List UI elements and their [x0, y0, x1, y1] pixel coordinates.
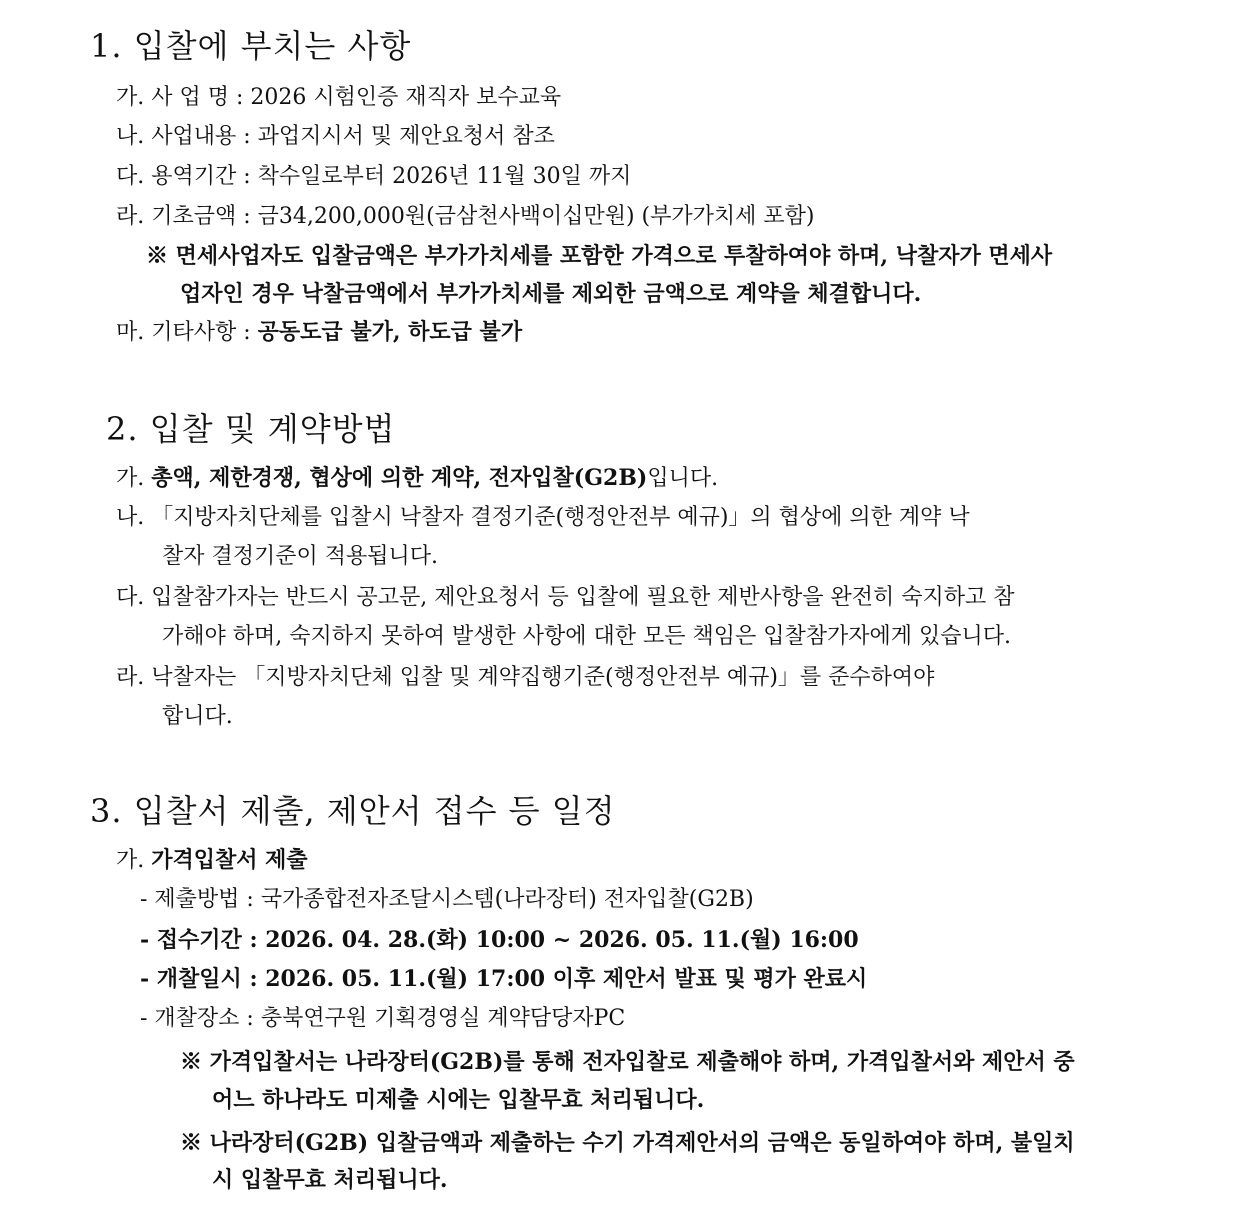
- other-value: 공동도급 불가, 하도급 불가: [257, 319, 523, 345]
- s2-item-b-line2: 찰자 결정기준이 적용됩니다.: [162, 544, 439, 569]
- s1-item-other: [116, 317, 522, 348]
- s3-note1-line2: 어느 하나라도 미제출 시에는 입찰무효 처리됩니다.: [212, 1087, 705, 1113]
- item-marker: 가.: [116, 848, 152, 873]
- s1-item-business-name: 가. 사 업 명 : 2026 시험인증 재직자 보수교육: [116, 85, 562, 110]
- s3-opening-datetime: - 개찰일시 : 2026. 05. 11.(월) 17:00 이후 제안서 발표 및 평가 완료시: [140, 966, 868, 992]
- note-text: ※ 면세사업자도 입찰금액은 부가가치세를 포함한 가격으로 투찰하여야 하며, 낙찰자가 면세사: [146, 243, 1053, 269]
- section-1-heading: 1. 입찰에 부치는 사항: [90, 27, 412, 65]
- s2-item-a: [116, 463, 718, 494]
- s1-item-service-period: 다. 용역기간 : 착수일로부터 2026년 11월 30일 까지: [116, 164, 632, 189]
- s2-item-d-line1: 라. 낙찰자는 「지방자치단체 입찰 및 계약집행기준(행정안전부 예규)」를 준수하여야: [116, 665, 935, 690]
- item-suffix: 입니다.: [647, 466, 719, 491]
- contract-method: 총액, 제한경쟁, 협상에 의한 계약, 전자입찰(G2B): [151, 465, 648, 491]
- s1-item-base-amount: 라. 기초금액 : 금34,200,000원(금삼천사백이십만원) (부가가치세 포함): [116, 204, 815, 229]
- section-2-heading: 2. 입찰 및 계약방법: [106, 410, 396, 448]
- s3-note2-line1: ※ 나라장터(G2B) 입찰금액과 제출하는 수기 가격제안서의 금액은 동일하여야 하며, 불일치: [180, 1130, 1075, 1156]
- s2-item-b-line1: 나. 「지방자치단체를 입찰시 낙찰자 결정기준(행정안전부 예규)」의 협상에 의한 계약 낙: [116, 505, 970, 530]
- s3-submission-method: - 제출방법 : 국가종합전자조달시스템(나라장터) 전자입찰(G2B): [140, 887, 754, 912]
- s1-item-business-content: 나. 사업내용 : 과업지시서 및 제안요청서 참조: [116, 124, 555, 149]
- other-label: 마. 기타사항 :: [116, 320, 258, 345]
- s3-reception-period: - 접수기간 : 2026. 04. 28.(화) 10:00 ~ 2026. 05. 11.(월) 16:00: [140, 927, 859, 953]
- s3-item-a: [116, 845, 308, 876]
- s1-note-tax-exempt-line2: 업자인 경우 낙찰금액에서 부가가치세를 제외한 금액으로 계약을 체결합니다.: [180, 281, 922, 307]
- s1-note-tax-exempt-line1: [146, 241, 1148, 271]
- section-3-heading: 3. 입찰서 제출, 제안서 접수 등 일정: [90, 792, 616, 830]
- s3-opening-place: - 개찰장소 : 충북연구원 기획경영실 계약담당자PC: [140, 1006, 626, 1031]
- s2-item-c-line1: 다. 입찰참가자는 반드시 공고문, 제안요청서 등 입찰에 필요한 제반사항을 완전히 숙지하고 참: [116, 585, 1015, 610]
- s2-item-d-line2: 합니다.: [162, 704, 233, 729]
- item-marker: 가.: [116, 466, 152, 491]
- s3-note1-line1: ※ 가격입찰서는 나라장터(G2B)를 통해 전자입찰로 제출해야 하며, 가격입찰서와 제안서 중: [180, 1049, 1075, 1075]
- s2-item-c-line2: 가해야 하며, 숙지하지 못하여 발생한 사항에 대한 모든 책임은 입찰참가자에게 있습니다.: [162, 624, 1011, 649]
- price-bid-submission: 가격입찰서 제출: [151, 847, 308, 873]
- s3-note2-line2: 시 입찰무효 처리됩니다.: [212, 1167, 448, 1193]
